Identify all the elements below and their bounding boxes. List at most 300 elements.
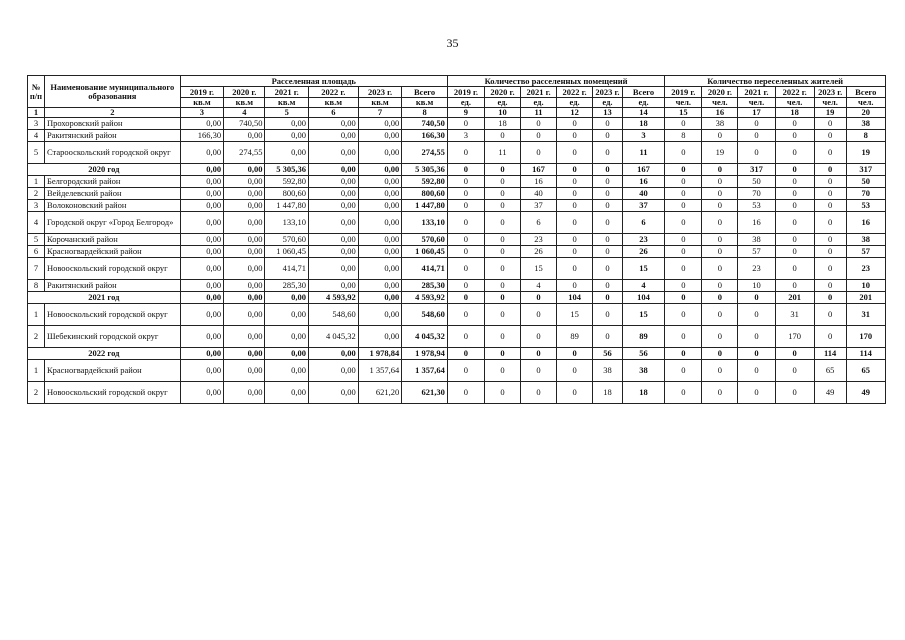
column-number: 13 [593,108,623,118]
table-cell: 0 [738,348,775,360]
page-number: 35 [446,36,459,50]
table-cell: 0 [665,382,702,404]
table-cell: 0,00 [265,348,308,360]
table-cell: 0 [702,234,738,246]
municipality-name: Новооскольский городской округ [44,382,180,404]
table-cell: 0,00 [224,212,265,234]
table-cell: 0 [702,212,738,234]
table-cell: 0 [702,382,738,404]
table-cell: 38 [593,360,623,382]
column-number: 2 [44,108,180,118]
table-cell: 0 [484,280,520,292]
row-number: 1 [28,304,45,326]
table-cell: 0,00 [180,164,223,176]
table-cell: 26 [521,246,557,258]
table-cell: 0,00 [358,258,401,280]
table-cell: 0 [557,280,593,292]
year-label: 2021 год [28,292,181,304]
table-cell: 0 [775,234,814,246]
table-cell: 8 [665,130,702,142]
table-row [28,212,886,234]
table-cell: 53 [846,200,885,212]
table-cell: 0 [738,326,775,348]
table-cell: 0,00 [224,200,265,212]
table-cell: 37 [521,200,557,212]
column-number: 7 [358,108,401,118]
header-year-rooms: 2022 г. [557,87,593,98]
header-unit-people: чел. [775,98,814,108]
table-cell: 0 [665,304,702,326]
header-year-people: 2021 г. [738,87,775,98]
table-cell: 0,00 [308,142,358,164]
table-cell: 0 [447,212,484,234]
table-cell: 0,00 [180,292,223,304]
row-number: 2 [28,326,45,348]
header-unit-area: кв.м [265,98,308,108]
table-cell: 0 [447,118,484,130]
row-number: 7 [28,258,45,280]
table-cell: 0,00 [224,326,265,348]
header-group-rooms: Количество расселенных помещений [447,76,664,87]
header-year-area: 2022 г. [308,87,358,98]
table-cell: 0 [484,292,520,304]
table-cell: 4 [622,280,664,292]
table-cell: 38 [846,118,885,130]
row-number: 4 [28,212,45,234]
table-cell: 285,30 [265,280,308,292]
column-number: 5 [265,108,308,118]
table-cell: 0,00 [180,348,223,360]
table-cell: 0 [557,200,593,212]
table-cell: 4 593,92 [402,292,448,304]
table-cell: 0 [702,164,738,176]
municipality-name: Волоконовский район [44,200,180,212]
table-cell: 3 [622,130,664,142]
municipality-name: Красногвардейский район [44,360,180,382]
table-cell: 16 [738,212,775,234]
table-cell: 0 [593,234,623,246]
table-cell: 26 [622,246,664,258]
table-cell: 0 [593,164,623,176]
table-cell: 0,00 [180,188,223,200]
table-cell: 0 [447,142,484,164]
row-number: 5 [28,234,45,246]
table-cell: 0 [702,188,738,200]
column-number: 9 [447,108,484,118]
table-cell: 274,55 [402,142,448,164]
table-cell: 0,00 [308,258,358,280]
table-cell: 800,60 [402,188,448,200]
table-cell: 0,00 [358,246,401,258]
table-cell: 570,60 [402,234,448,246]
table-cell: 167 [622,164,664,176]
table-cell: 0 [484,304,520,326]
table-cell: 0 [814,200,846,212]
table-cell: 0 [775,118,814,130]
municipality-name: Городской округ «Город Белгород» [44,212,180,234]
year-label: 2020 год [28,164,181,176]
resettlement-table-container [27,75,886,404]
header-year-area: 2020 г. [224,87,265,98]
table-cell: 0,00 [265,326,308,348]
table-cell: 0 [775,142,814,164]
table-cell: 65 [814,360,846,382]
table-cell: 4 045,32 [308,326,358,348]
table-cell: 0 [557,118,593,130]
table-cell: 0 [775,212,814,234]
table-cell: 0,00 [265,142,308,164]
header-unit-area: кв.м [308,98,358,108]
table-cell: 0 [702,348,738,360]
table-cell: 0,00 [308,130,358,142]
table-cell: 0,00 [224,130,265,142]
header-unit-area: кв.м [224,98,265,108]
table-cell: 0 [484,212,520,234]
row-number: 3 [28,118,45,130]
table-cell: 1 447,80 [402,200,448,212]
table-cell: 274,55 [224,142,265,164]
table-cell: 19 [702,142,738,164]
table-cell: 23 [521,234,557,246]
table-cell: 0,00 [358,118,401,130]
table-cell: 0 [702,292,738,304]
table-cell: 0,00 [358,200,401,212]
table-cell: 0,00 [224,234,265,246]
table-cell: 0,00 [358,212,401,234]
table-cell: 0,00 [224,292,265,304]
table-cell: 0 [814,280,846,292]
table-cell: 0,00 [308,164,358,176]
table-cell: 0 [447,304,484,326]
table-cell: 0,00 [308,280,358,292]
table-cell: 0,00 [308,212,358,234]
table-cell: 0 [593,292,623,304]
table-cell: 0 [665,118,702,130]
header-unit-rooms: ед. [622,98,664,108]
year-label: 2022 год [28,348,181,360]
table-cell: 0 [557,164,593,176]
table-cell: 49 [846,382,885,404]
table-cell: 0,00 [180,176,223,188]
table-cell: 0 [702,360,738,382]
header-year-rooms: 2021 г. [521,87,557,98]
table-row [28,326,886,348]
table-cell: 166,30 [180,130,223,142]
table-cell: 16 [622,176,664,188]
table-cell: 15 [521,258,557,280]
column-number: 8 [402,108,448,118]
table-cell: 70 [738,188,775,200]
table-cell: 4 [521,280,557,292]
municipality-name: Новооскольский городской округ [44,304,180,326]
table-cell: 201 [846,292,885,304]
table-cell: 0,00 [358,280,401,292]
table-cell: 0 [738,130,775,142]
table-row [28,360,886,382]
table-cell: 0 [593,142,623,164]
table-cell: 15 [622,258,664,280]
table-row [28,176,886,188]
table-cell: 0,00 [265,304,308,326]
table-cell: 3 [447,130,484,142]
table-cell: 0 [814,130,846,142]
table-cell: 18 [484,118,520,130]
table-cell: 0,00 [308,348,358,360]
table-cell: 0 [665,348,702,360]
table-cell: 0 [557,212,593,234]
header-unit-people: чел. [665,98,702,108]
table-body [28,108,886,404]
table-row [28,382,886,404]
table-cell: 0 [557,382,593,404]
table-cell: 0,00 [224,348,265,360]
table-cell: 18 [622,118,664,130]
table-cell: 0 [775,130,814,142]
table-cell: 0,00 [180,234,223,246]
municipality-name: Корочанский район [44,234,180,246]
table-cell: 0 [702,130,738,142]
table-cell: 23 [622,234,664,246]
table-cell: 0,00 [308,246,358,258]
table-cell: 1 357,64 [358,360,401,382]
table-cell: 548,60 [402,304,448,326]
table-cell: 0 [593,176,623,188]
table-cell: 0 [665,164,702,176]
table-cell: 4 045,32 [402,326,448,348]
table-cell: 0,00 [224,382,265,404]
table-cell: 0 [775,280,814,292]
table-cell: 11 [484,142,520,164]
table-cell: 56 [593,348,623,360]
table-cell: 0 [775,164,814,176]
table-cell: 0 [814,212,846,234]
table-cell: 10 [738,280,775,292]
table-cell: 0 [484,360,520,382]
header-year-area: 2021 г. [265,87,308,98]
table-cell: 16 [521,176,557,188]
table-cell: 0 [665,188,702,200]
table-cell: 49 [814,382,846,404]
table-cell: 5 305,36 [265,164,308,176]
table-cell: 0,00 [358,164,401,176]
table-cell: 0,00 [180,118,223,130]
table-cell: 0 [665,360,702,382]
column-number: 14 [622,108,664,118]
table-cell: 166,30 [402,130,448,142]
table-cell: 0 [593,246,623,258]
header-unit-area: кв.м [402,98,448,108]
table-cell: 0 [814,258,846,280]
table-cell: 0,00 [224,176,265,188]
header-unit-people: чел. [846,98,885,108]
table-cell: 1 060,45 [265,246,308,258]
column-number: 20 [846,108,885,118]
table-cell: 11 [622,142,664,164]
table-cell: 0 [593,304,623,326]
table-cell: 0,00 [265,118,308,130]
table-cell: 0 [814,142,846,164]
table-row [28,142,886,164]
table-cell: 1 978,94 [402,348,448,360]
row-number: 2 [28,382,45,404]
header-unit-rooms: ед. [593,98,623,108]
table-cell: 0 [484,348,520,360]
table-row [28,118,886,130]
table-cell: 0 [814,304,846,326]
column-number: 16 [702,108,738,118]
table-cell: 0 [702,326,738,348]
table-cell: 0 [447,292,484,304]
table-row [28,280,886,292]
column-number: 10 [484,108,520,118]
table-cell: 170 [846,326,885,348]
table-cell: 0 [521,304,557,326]
table-cell: 0 [814,326,846,348]
table-cell: 133,10 [265,212,308,234]
column-number: 19 [814,108,846,118]
table-cell: 18 [622,382,664,404]
table-cell: 0,00 [180,200,223,212]
table-cell: 0 [593,130,623,142]
header-unit-rooms: ед. [521,98,557,108]
table-cell: 0 [484,188,520,200]
table-cell: 0 [702,304,738,326]
table-cell: 0 [557,188,593,200]
table-cell: 0 [557,348,593,360]
header-group-people: Количество переселенных жителей [665,76,886,87]
table-cell: 414,71 [402,258,448,280]
column-number: 12 [557,108,593,118]
table-cell: 0 [665,200,702,212]
column-number: 1 [28,108,45,118]
header-unit-rooms: ед. [484,98,520,108]
table-cell: 0 [521,130,557,142]
table-cell: 37 [622,200,664,212]
table-cell: 0 [521,326,557,348]
municipality-name: Новооскольский городской округ [44,258,180,280]
table-cell: 0 [521,348,557,360]
table-cell: 414,71 [265,258,308,280]
table-cell: 57 [738,246,775,258]
table-cell: 0 [447,326,484,348]
table-cell: 0 [447,176,484,188]
table-cell: 0 [814,234,846,246]
table-cell: 0 [521,382,557,404]
table-cell: 38 [738,234,775,246]
header-unit-area: кв.м [180,98,223,108]
table-cell: 0 [665,246,702,258]
table-cell: 0,00 [224,258,265,280]
table-cell: 31 [846,304,885,326]
table-cell: 0,00 [265,360,308,382]
table-cell: 0 [738,292,775,304]
column-number: 18 [775,108,814,118]
table-cell: 0 [814,164,846,176]
table-cell: 0 [484,326,520,348]
table-cell: 0,00 [224,164,265,176]
table-cell: 0 [593,212,623,234]
table-cell: 6 [622,212,664,234]
table-cell: 0,00 [358,188,401,200]
column-number: 15 [665,108,702,118]
table-cell: 0 [702,258,738,280]
table-cell: 285,30 [402,280,448,292]
column-number: 3 [180,108,223,118]
header-year-people: Всего [846,87,885,98]
row-number: 5 [28,142,45,164]
table-cell: 0 [557,130,593,142]
table-cell: 15 [622,304,664,326]
table-cell: 89 [622,326,664,348]
table-cell: 0,00 [308,200,358,212]
table-cell: 0 [447,234,484,246]
table-cell: 0,00 [224,188,265,200]
table-cell: 0 [484,200,520,212]
table-cell: 0 [447,188,484,200]
table-cell: 0 [447,200,484,212]
table-cell: 0,00 [358,130,401,142]
table-cell: 0 [593,280,623,292]
table-cell: 0,00 [265,130,308,142]
table-cell: 170 [775,326,814,348]
municipality-name: Вейделевский район [44,188,180,200]
table-cell: 621,20 [358,382,401,404]
header-year-area: 2019 г. [180,87,223,98]
table-cell: 0 [484,130,520,142]
table-cell: 0 [447,360,484,382]
table-cell: 18 [593,382,623,404]
column-number: 6 [308,108,358,118]
table-cell: 1 060,45 [402,246,448,258]
table-cell: 0,00 [358,234,401,246]
row-number: 1 [28,360,45,382]
table-cell: 0,00 [308,176,358,188]
table-cell: 4 593,92 [308,292,358,304]
table-cell: 740,50 [224,118,265,130]
table-cell: 0 [665,142,702,164]
table-cell: 53 [738,200,775,212]
table-cell: 40 [622,188,664,200]
table-cell: 740,50 [402,118,448,130]
table-cell: 0 [738,142,775,164]
table-cell: 0,00 [308,118,358,130]
header-year-people: 2019 г. [665,87,702,98]
header-unit-people: чел. [702,98,738,108]
table-row [28,304,886,326]
table-cell: 40 [521,188,557,200]
header-year-rooms: 2023 г. [593,87,623,98]
table-cell: 114 [814,348,846,360]
table-cell: 50 [738,176,775,188]
table-cell: 0,00 [358,304,401,326]
table-cell: 0,00 [180,326,223,348]
table-cell: 0 [814,188,846,200]
table-cell: 65 [846,360,885,382]
table-cell: 0 [702,176,738,188]
table-cell: 0,00 [180,212,223,234]
header-unit-people: чел. [738,98,775,108]
table-cell: 0,00 [358,142,401,164]
column-number: 4 [224,108,265,118]
table-cell: 621,30 [402,382,448,404]
table-cell: 0,00 [180,246,223,258]
municipality-name: Шебекинский городской округ [44,326,180,348]
column-number: 11 [521,108,557,118]
table-cell: 0 [702,200,738,212]
table-cell: 89 [557,326,593,348]
table-cell: 1 357,64 [402,360,448,382]
table-cell: 0 [775,246,814,258]
